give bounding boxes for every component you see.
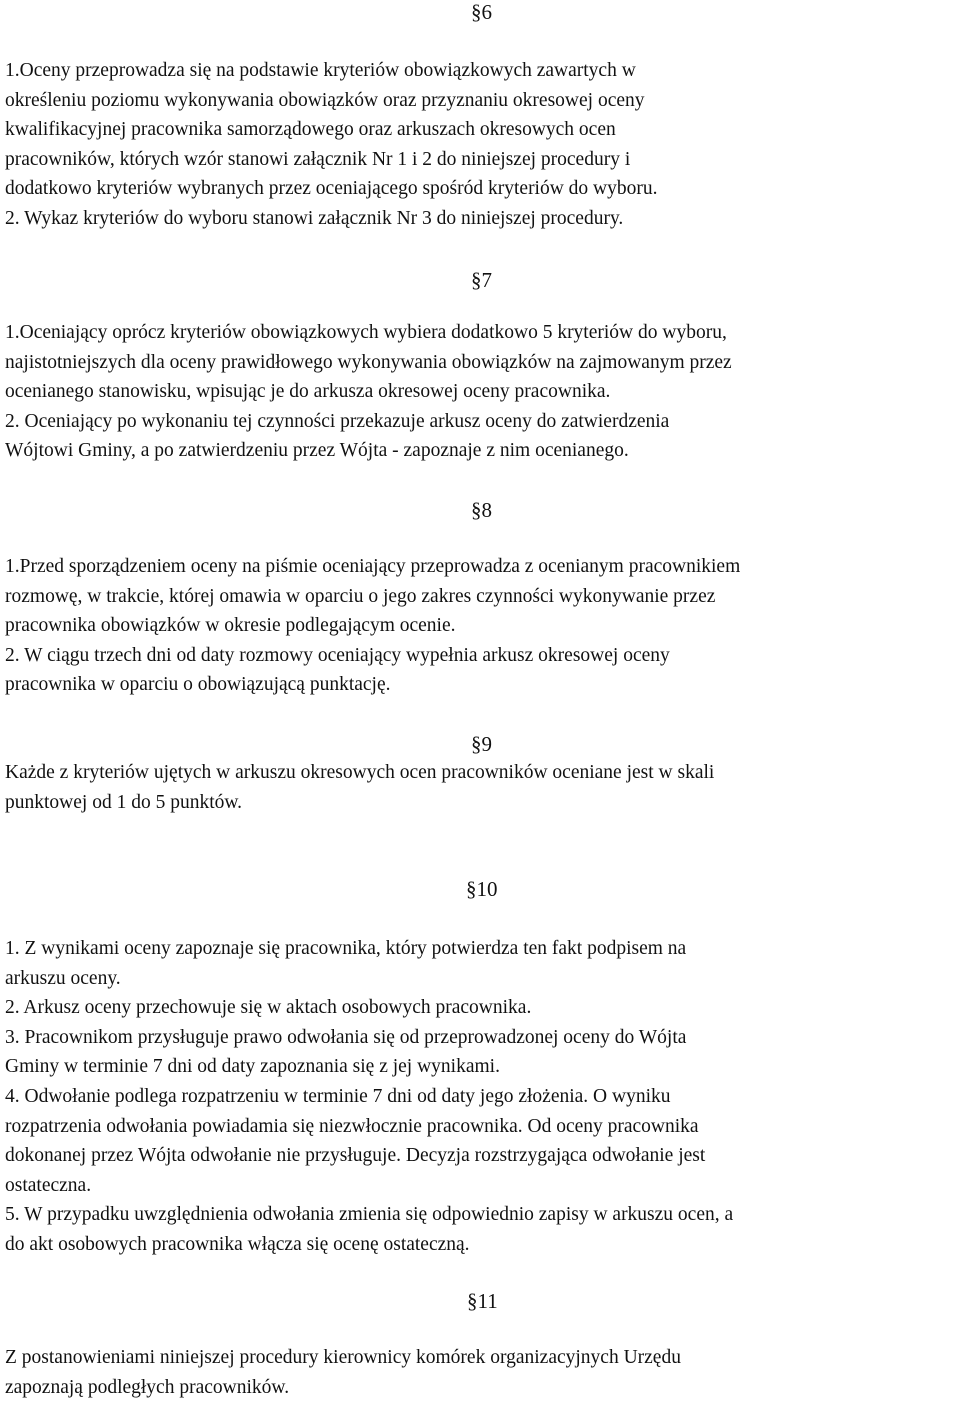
section-10-text	[5, 934, 953, 1260]
text-line: Gminy w terminie 7 dni od daty zapoznania się z jej wynikami.	[5, 1056, 500, 1078]
text-line: Każde z kryteriów ujętych w arkuszu okresowych ocen pracowników oceniane jest w skali	[5, 762, 715, 783]
section-mark-7: §7	[471, 268, 492, 292]
text-line: 1.Oceny przeprowadza się na podstawie kryteriów obowiązkowych zawartych w	[5, 60, 636, 81]
text-line: 2. W ciągu trzech dni od daty rozmowy oceniający wypełnia arkusz okresowej oceny	[5, 644, 670, 666]
text-line: punktowej od 1 do 5 punktów.	[5, 791, 243, 813]
text-line: zapoznają podległych pracowników.	[5, 1376, 290, 1398]
text-line: pracownika w oparciu o obowiązującą punktację.	[5, 674, 391, 696]
text-line: 4. Odwołanie podlega rozpatrzeniu w terminie 7 dni od daty jego złożenia. O wyniku	[5, 1085, 671, 1107]
text-line: najistotniejszych dla oceny prawidłowego wykonywania obowiązków na zajmowanym przez	[5, 351, 732, 373]
section-9-text	[5, 758, 953, 817]
section-mark-6: §6	[471, 0, 492, 24]
text-line: do akt osobowych pracownika włącza się ocenę ostateczną.	[5, 1233, 470, 1255]
section-7-text	[5, 318, 953, 466]
text-line: kwalifikacyjnej pracownika samorządowego oraz arkuszach okresowych ocen	[5, 119, 616, 141]
text-line: pracowników, których wzór stanowi załącznik Nr 1 i 2 do niniejszej procedury i	[5, 148, 631, 170]
text-line: Z postanowieniami niniejszej procedury kierownicy komórek organizacyjnych Urzędu	[5, 1347, 681, 1368]
text-line: rozpatrzenia odwołania powiadamia się niezwłocznie pracownika. Od oceny pracownika	[5, 1115, 699, 1137]
text-line: 1.Oceniający oprócz kryteriów obowiązkowych wybiera dodatkowo 5 kryteriów do wyboru,	[5, 322, 727, 343]
section-6-text	[5, 56, 953, 234]
section-mark-10: §10	[466, 877, 498, 901]
text-line: pracownika obowiązków w okresie podlegającym ocenie.	[5, 615, 456, 637]
text-line: ocenianego stanowisku, wpisując je do arkusza okresowej oceny pracownika.	[5, 381, 611, 403]
text-line: 2. Oceniający po wykonaniu tej czynności przekazuje arkusz oceny do zatwierdzenia	[5, 410, 670, 432]
section-mark-9: §9	[471, 732, 492, 756]
text-line: dodatkowo kryteriów wybranych przez oceniającego spośród kryteriów do wyboru.	[5, 178, 658, 200]
section-11-text	[5, 1343, 953, 1402]
section-mark-11: §11	[467, 1289, 498, 1313]
text-line: 1. Z wynikami oceny zapoznaje się pracownika, który potwierdza ten fakt podpisem na	[5, 938, 687, 959]
section-8-text	[5, 552, 953, 700]
text-line: Wójtowi Gminy, a po zatwierdzeniu przez Wójta - zapoznaje z nim ocenianego.	[5, 440, 629, 462]
text-line: dokonanej przez Wójta odwołanie nie przysługuje. Decyzja rozstrzygająca odwołanie jest	[5, 1145, 706, 1167]
text-line: określeniu poziomu wykonywania obowiązków oraz przyznaniu okresowej oceny	[5, 89, 645, 111]
text-line: arkuszu oceny.	[5, 967, 121, 989]
text-line: 1.Przed sporządzeniem oceny na piśmie oceniający przeprowadza z ocenianym pracownikiem	[5, 556, 741, 577]
section-mark-8: §8	[471, 498, 492, 522]
text-line: 2. Arkusz oceny przechowuje się w aktach osobowych pracownika.	[5, 997, 532, 1019]
text-line: 2. Wykaz kryteriów do wyboru stanowi załącznik Nr 3 do niniejszej procedury.	[5, 207, 624, 229]
text-line: 5. W przypadku uwzględnienia odwołania zmienia się odpowiednio zapisy w arkuszu ocen, a	[5, 1204, 734, 1226]
text-line: 3. Pracownikom przysługuje prawo odwołania się od przeprowadzonej oceny do Wójta	[5, 1026, 687, 1048]
text-line: rozmowę, w trakcie, której omawia w oparciu o jego zakres czynności wykonywanie przez	[5, 585, 716, 607]
text-line: ostateczna.	[5, 1174, 92, 1196]
